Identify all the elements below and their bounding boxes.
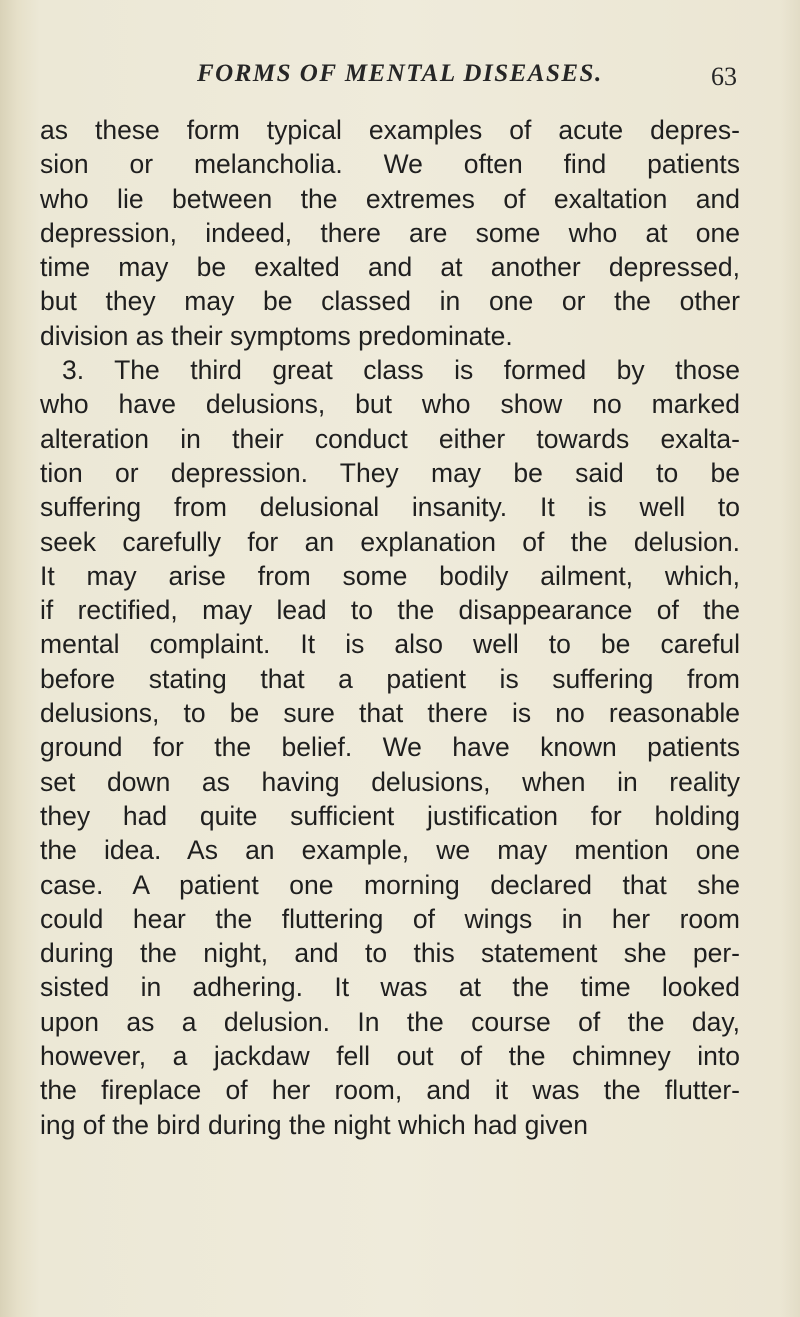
text-line: they had quite sufficient justification for holding <box>40 800 740 831</box>
text-line: who lie between the extremes of exaltation and <box>40 183 740 214</box>
text-line: if rectified, may lead to the disappearance of the <box>40 595 740 626</box>
text-line: alteration in their conduct either towards exalta- <box>40 423 740 454</box>
page-number: 63 <box>711 62 737 91</box>
text-line: as these form typical examples of acute depres- <box>40 115 740 145</box>
text-line: seek carefully for an explanation of the delusion. <box>40 526 740 557</box>
text-line: delusions, to be sure that there is no reasonable <box>40 698 740 729</box>
text-line: ground for the belief. We have known patients <box>40 732 740 763</box>
text-line: who have delusions, but who show no marked <box>40 389 740 420</box>
text-line: time may be exalted and at another depressed, <box>40 252 740 283</box>
text-line: set down as having delusions, when in reality <box>40 766 740 797</box>
text-line: It may arise from some bodily ailment, which, <box>40 560 740 591</box>
text-line: ing of the bird during the night which had given <box>40 1109 589 1140</box>
text-line: sisted in adhering. It was at the time looked <box>40 972 740 1003</box>
text-line: tion or depression. They may be said to be <box>40 457 740 488</box>
text-line: the idea. As an example, we may mention one <box>40 835 740 866</box>
text-line: case. A patient one morning declared that she <box>40 869 740 900</box>
running-head-title: FORMS OF MENTAL DISEASES. <box>197 60 603 87</box>
text-line: the fireplace of her room, and it was the flutter- <box>40 1075 740 1106</box>
text-line: upon as a delusion. In the course of the day, <box>40 1006 740 1037</box>
text-line: could hear the fluttering of wings in her room <box>40 903 740 934</box>
text-line: however, a jackdaw fell out of the chimney into <box>40 1041 740 1072</box>
text-line: depression, indeed, there are some who at one <box>40 217 740 248</box>
text-line: mental complaint. It is also well to be careful <box>40 629 740 660</box>
text-line: division as their symptoms predominate. <box>40 320 513 351</box>
text-line: but they may be classed in one or the other <box>40 286 740 317</box>
text-line: during the night, and to this statement she per- <box>40 938 740 969</box>
text-line: sion or melancholia. We often find patients <box>40 149 740 180</box>
text-line: suffering from delusional insanity. It is well to <box>40 492 740 523</box>
text-line: before stating that a patient is suffering from <box>40 663 740 694</box>
page-header <box>0 60 800 100</box>
text-line: 3. The third great class is formed by those <box>62 355 740 386</box>
body-text <box>40 113 740 1142</box>
